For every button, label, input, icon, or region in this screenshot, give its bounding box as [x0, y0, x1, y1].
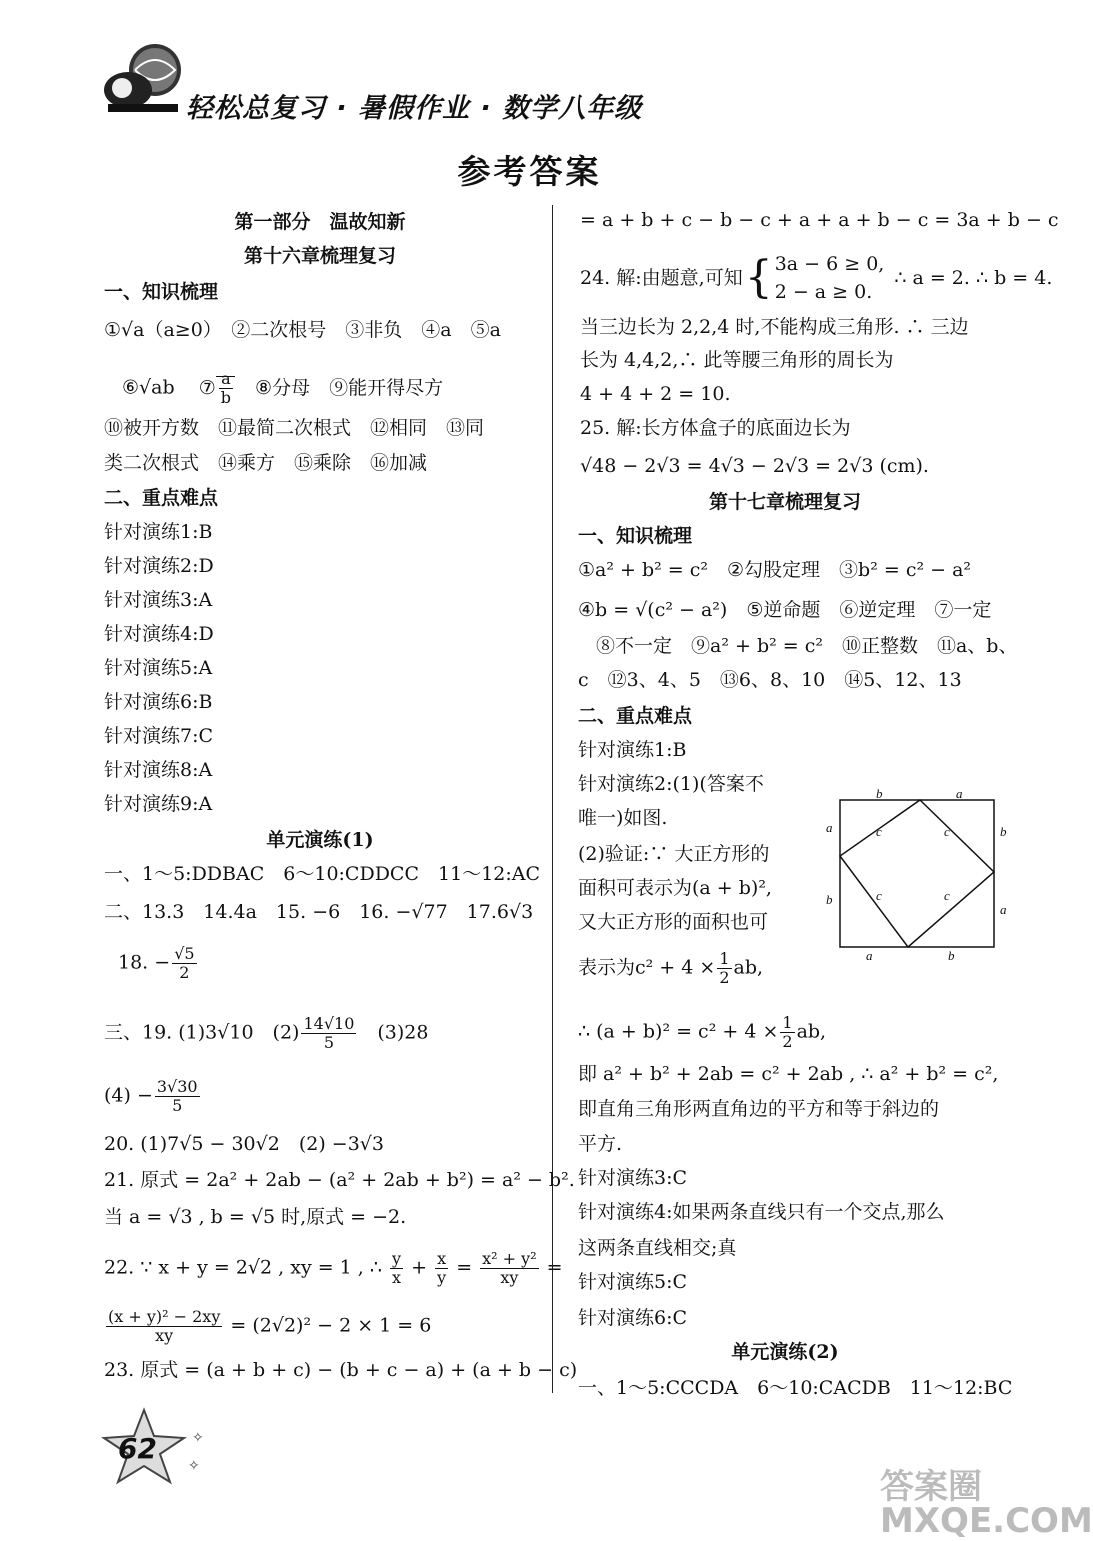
knowledge-line-2 — [122, 370, 443, 407]
q24-label: 24. 解:由题意,可知 — [580, 267, 743, 289]
chapter16-title: 第十六章梳理复习 — [243, 245, 396, 267]
frac-num: y — [392, 1249, 402, 1268]
right-line-6: 25. 解:长方体盒子的底面边长为 — [580, 417, 851, 439]
drill-answer: 针对演练8:A — [104, 759, 213, 781]
drill-answer: 针对演练6:B — [104, 691, 213, 713]
right-knowledge-line-3: ⑧不一定 ⑨a² + b² = c² ⑩正整数 ⑪a、b、 — [596, 635, 1018, 657]
q19-label: 三、19. (1)3√10 (2) — [104, 1021, 300, 1044]
knowledge-line-4: 类二次根式 ⑭乘方 ⑮乘除 ⑯加减 — [104, 452, 428, 474]
unit1-line-4 — [104, 1015, 428, 1052]
fig-label-left-a: a — [826, 820, 833, 835]
right-line-2 — [580, 250, 1052, 306]
pythagoras-figure — [818, 786, 1018, 963]
frac-den: xy — [500, 1268, 519, 1287]
fig-label-top-b: b — [876, 786, 883, 801]
drill2-line-9: 即直角三角形两直角边的平方和等于斜边的 — [578, 1098, 940, 1120]
q19-part3: (3)28 — [358, 1021, 429, 1044]
unit1-line-3 — [118, 945, 199, 982]
drill-answer: 针对演练9:A — [104, 793, 213, 815]
unit1-line-7: 21. 原式 = 2a² + 2ab − (a² + 2ab + b²) = a² − b². — [104, 1169, 575, 1191]
knowledge-heading-left: 一、知识梳理 — [104, 281, 219, 303]
frac-num: 1 — [782, 1013, 793, 1032]
area-expr-tail: ab, — [733, 956, 764, 979]
fig-label-c: c — [876, 888, 882, 903]
drill2-line-1: 针对演练2:(1)(答案不 — [578, 773, 764, 795]
key-heading-right: 二、重点难点 — [578, 705, 693, 727]
frac-num: (x + y)² − 2xy — [108, 1307, 221, 1326]
unit2-title: 单元演练(2) — [731, 1341, 839, 1363]
fig-label-top-a: a — [956, 786, 963, 801]
frac-den: 2 — [782, 1032, 793, 1051]
frac-den: xy — [155, 1326, 174, 1345]
frac-num: √5 — [174, 944, 195, 963]
svg-text:✧: ✧ — [192, 1430, 204, 1446]
knowledge-item-8-9: ⑧分母 ⑨能开得尽方 — [255, 376, 444, 399]
unit1-line-9 — [104, 1250, 563, 1287]
drill2-line-4: 面积可表示为(a + b)², — [578, 877, 772, 899]
drill-answer: 针对演练5:C — [578, 1271, 688, 1293]
chapter17-title: 第十七章梳理复习 — [708, 491, 861, 513]
unit1-line-6: 20. (1)7√5 − 30√2 (2) −3√3 — [104, 1133, 384, 1155]
frac-num: x² + y² — [482, 1249, 537, 1268]
drill2-line-5: 又大正方形的面积也可 — [578, 911, 769, 933]
unit1-line-8: 当 a = √3 , b = √5 时,原式 = −2. — [104, 1206, 407, 1228]
fig-label-bot-b: b — [948, 948, 955, 963]
knowledge-line-1: ①√a（a≥0） ②二次根号 ③非负 ④a ⑤a — [104, 319, 501, 341]
q18-label: 18. − — [118, 951, 171, 974]
unit1-line-10 — [104, 1308, 431, 1345]
column-divider — [552, 205, 553, 1393]
drill-answer: 针对演练1:B — [104, 521, 213, 543]
drill-answer: 针对演练3:C — [578, 1167, 688, 1189]
frac-num: x — [437, 1249, 447, 1268]
drill4-line-1: 针对演练4:如果两条直线只有一个交点,那么 — [578, 1201, 945, 1223]
system-eq-1: 3a − 6 ≥ 0, — [774, 253, 885, 275]
plus-sign: + — [411, 1256, 428, 1279]
right-line-1: = a + b + c − b − c + a + a + b − c = 3a + b − c — [580, 209, 1059, 231]
fig-label-left-b: b — [826, 892, 833, 907]
fig-label-c: c — [944, 824, 950, 839]
q22-label: 22. ∵ x + y = 2√2 , xy = 1 , ∴ — [104, 1256, 382, 1279]
area-expr: 表示为c² + 4 × — [578, 956, 716, 979]
drill-answer: 针对演练2:D — [104, 555, 214, 577]
svg-text:✧: ✧ — [188, 1458, 200, 1474]
right-knowledge-line-1: ①a² + b² = c² ②勾股定理 ③b² = c² − a² — [578, 559, 972, 581]
equals-sign: = — [546, 1256, 563, 1279]
drill-answer: 针对演练4:D — [104, 623, 214, 645]
knowledge-line-3: ⑩被开方数 ⑪最简二次根式 ⑫相同 ⑬同 — [104, 417, 485, 439]
fig-label-right-b: b — [1000, 824, 1007, 839]
unit1-line-2: 二、13.3 14.4a 15. −6 16. −√77 17.6√3 — [104, 901, 534, 923]
fig-label-bot-a: a — [866, 948, 873, 963]
q24-result: ∴ a = 2. ∴ b = 4. — [894, 267, 1053, 289]
fig-label-c: c — [876, 824, 882, 839]
right-knowledge-line-2: ④b = √(c² − a²) ⑤逆命题 ⑥逆定理 ⑦一定 — [578, 599, 992, 621]
drill-answer: 针对演练1:B — [578, 739, 687, 761]
equation-tail: ab, — [796, 1020, 827, 1043]
unit2-line-1: 一、1～5:CCCDA 6～10:CACDB 11～12:BC — [578, 1377, 1013, 1399]
frac-den: x — [392, 1268, 402, 1287]
watermark: 答案圈 MXQE.COM — [880, 1467, 1093, 1541]
part-title: 第一部分 温故知新 — [234, 211, 406, 233]
drill2-line-8: 即 a² + b² + 2ab = c² + 2ab , ∴ a² + b² = c², — [578, 1063, 999, 1085]
frac-den: 5 — [323, 1033, 335, 1052]
system-eq-2: 2 − a ≥ 0. — [774, 281, 873, 303]
frac-den: 2 — [719, 968, 730, 987]
drill2-line-10: 平方. — [578, 1133, 623, 1155]
right-line-3: 当三边长为 2,2,4 时,不能构成三角形. ∴ 三边 — [580, 316, 969, 338]
right-line-5: 4 + 4 + 2 = 10. — [580, 383, 731, 405]
frac-num: 1 — [719, 949, 730, 968]
unit1-title: 单元演练(1) — [266, 829, 374, 851]
knowledge-heading-right: 一、知识梳理 — [578, 525, 693, 547]
frac-num: a — [221, 369, 231, 388]
drill2-line-3: (2)验证:∵ 大正方形的 — [578, 843, 770, 865]
unit1-line-1: 一、1～5:DDBAC 6～10:CDDCC 11～12:AC — [104, 863, 541, 885]
drill2-line-2: 唯一)如图. — [578, 807, 668, 829]
fig-label-right-a: a — [1000, 902, 1007, 917]
drill2-line-7 — [578, 1014, 826, 1051]
right-line-7: √48 − 2√3 = 4√3 − 2√3 = 2√3 (cm). — [580, 455, 929, 477]
drill2-line-6 — [578, 950, 763, 987]
fig-label-c: c — [944, 888, 950, 903]
header-mascot-icon — [100, 40, 190, 120]
q22-result: = (2√2)² − 2 × 1 = 6 — [230, 1314, 432, 1337]
knowledge-item-6: ⑥√ab — [122, 376, 175, 399]
equals-sign: = — [456, 1256, 473, 1279]
unit1-line-5 — [104, 1078, 202, 1115]
frac-num: 14√10 — [303, 1014, 355, 1033]
knowledge-item-7: ⑦ — [198, 376, 216, 399]
right-knowledge-line-4: c ⑫3、4、5 ⑬6、8、10 ⑭5、12、13 — [578, 669, 962, 691]
frac-num: 3√30 — [156, 1077, 198, 1096]
header-title: 轻松总复习 · 暑假作业 · 数学八年级 — [186, 93, 643, 124]
drill-answer: 针对演练3:A — [104, 589, 213, 611]
drill-answer: 针对演练5:A — [104, 657, 213, 679]
frac-den: 5 — [172, 1096, 183, 1115]
drill-answer: 针对演练6:C — [578, 1307, 688, 1329]
frac-den: b — [220, 388, 231, 407]
q19-part4: (4) − — [104, 1084, 153, 1107]
page-number: 62 — [118, 1432, 157, 1465]
key-heading-left: 二、重点难点 — [104, 487, 219, 509]
unit1-line-11: 23. 原式 = (a + b + c) − (b + c − a) + (a + b − c) — [104, 1359, 578, 1381]
drill4-line-2: 这两条直线相交;真 — [578, 1237, 737, 1259]
equation: ∴ (a + b)² = c² + 4 × — [578, 1020, 779, 1043]
frac-den: 2 — [179, 963, 190, 982]
brace-icon: { — [744, 252, 773, 303]
frac-den: y — [437, 1268, 447, 1287]
page-title: 参考答案 — [457, 152, 602, 191]
drill-answer: 针对演练7:C — [104, 725, 214, 747]
right-line-4: 长为 4,4,2,∴ 此等腰三角形的周长为 — [580, 349, 894, 371]
